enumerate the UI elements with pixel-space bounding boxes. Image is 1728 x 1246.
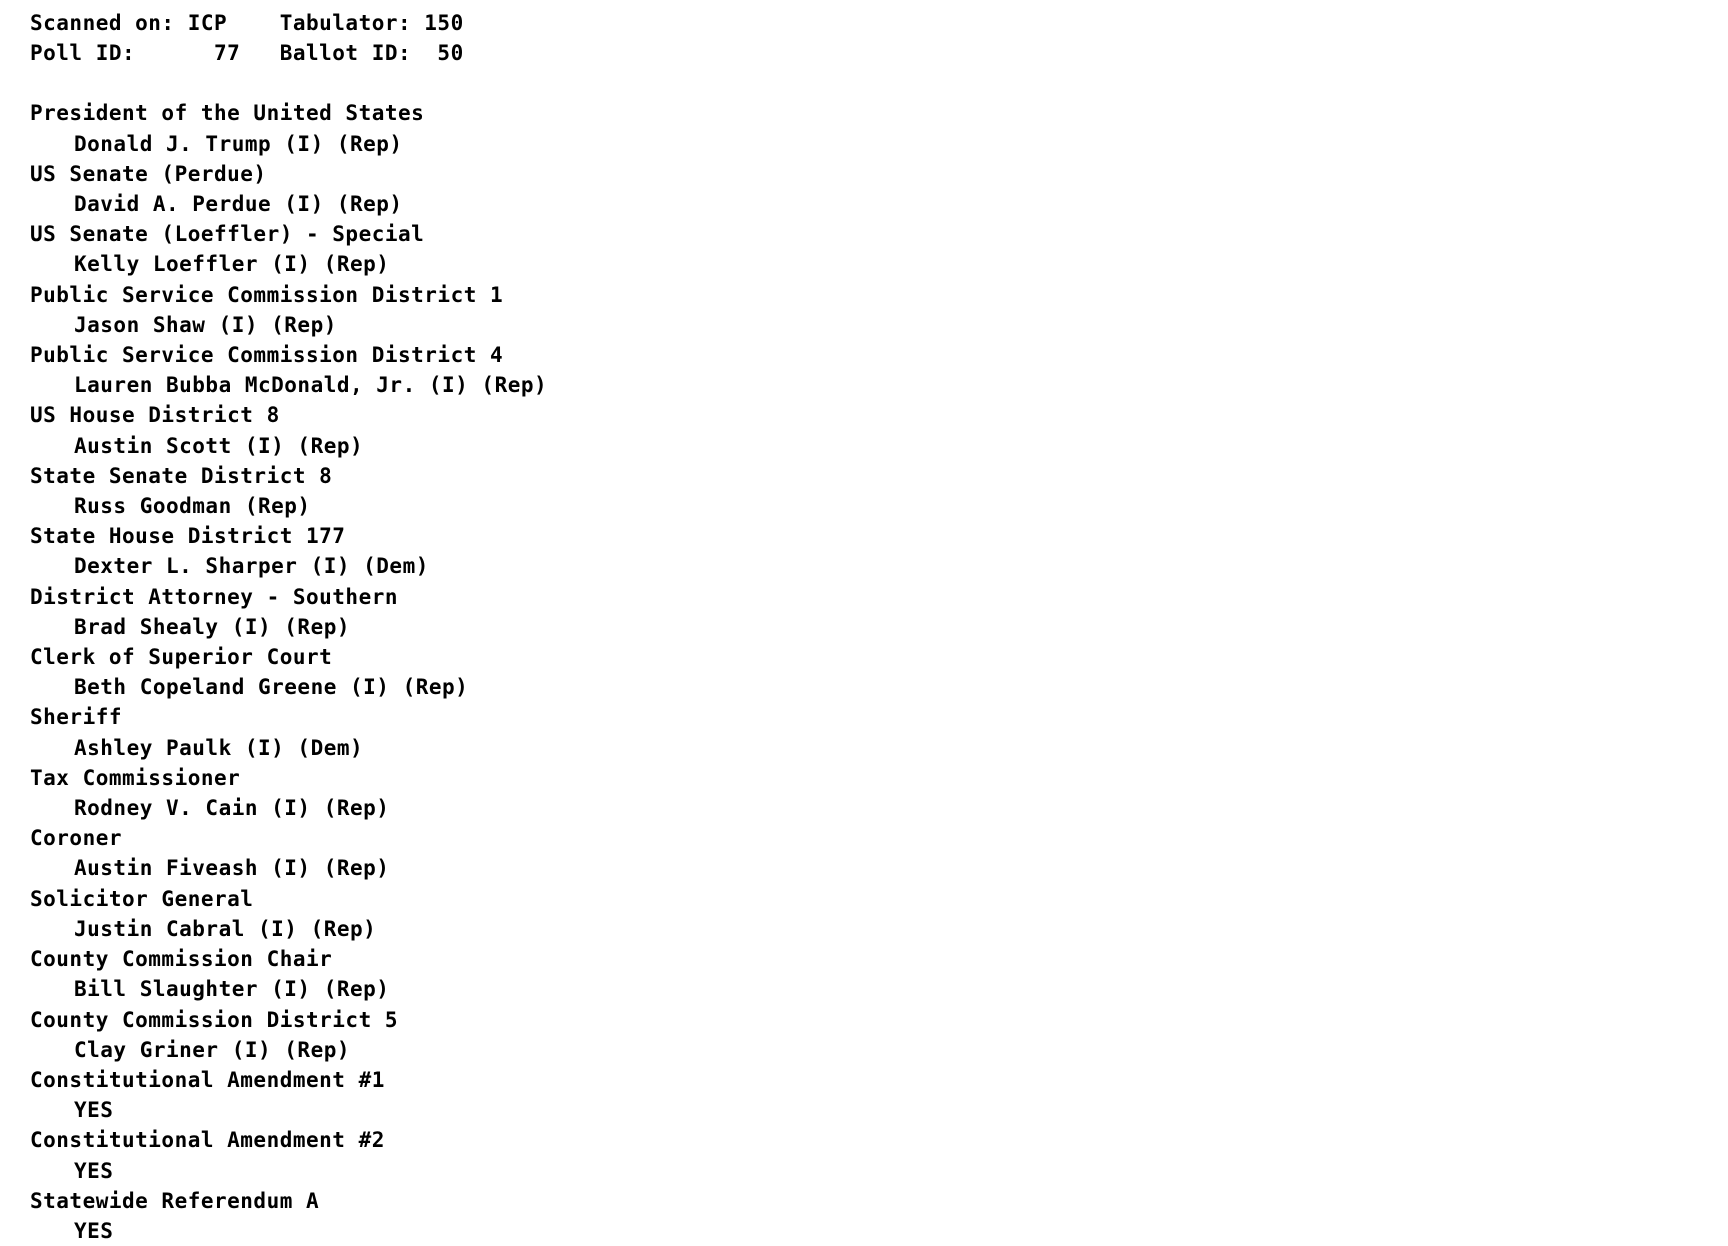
- contest-title: Sheriff: [30, 705, 123, 730]
- contest-entry: [30, 823, 1728, 883]
- header-separator: [30, 68, 1728, 98]
- contest-entry: [30, 98, 1728, 158]
- contest-selection: Austin Scott (I) (Rep): [74, 433, 364, 458]
- contest-title: President of the United States: [30, 101, 425, 126]
- contest-selection: Clay Griner (I) (Rep): [74, 1037, 351, 1062]
- contest-list: [30, 98, 1728, 1246]
- poll-ballot-id-line: Poll ID: 77 Ballot ID: 50: [30, 41, 464, 66]
- contest-selection: Justin Cabral (I) (Rep): [74, 916, 377, 941]
- contest-entry: [30, 400, 1728, 460]
- contest-title: Constitutional Amendment #2: [30, 1128, 385, 1153]
- contest-title: State Senate District 8: [30, 463, 333, 488]
- contest-entry: [30, 763, 1728, 823]
- contest-entry: [30, 1186, 1728, 1246]
- contest-selection: Beth Copeland Greene (I) (Rep): [74, 675, 469, 700]
- contest-title: US Senate (Loeffler) - Special: [30, 222, 425, 247]
- contest-entry: [30, 280, 1728, 340]
- contest-entry: [30, 461, 1728, 521]
- contest-title: US Senate (Perdue): [30, 161, 267, 186]
- contest-selection: Brad Shealy (I) (Rep): [74, 614, 351, 639]
- contest-entry: [30, 340, 1728, 400]
- contest-title: Coroner: [30, 826, 123, 851]
- contest-title: Clerk of Superior Court: [30, 645, 333, 670]
- contest-selection: Rodney V. Cain (I) (Rep): [74, 796, 390, 821]
- contest-entry: [30, 1005, 1728, 1065]
- contest-selection: Donald J. Trump (I) (Rep): [74, 131, 403, 156]
- contest-selection: Austin Fiveash (I) (Rep): [74, 856, 390, 881]
- contest-title: Public Service Commission District 1: [30, 282, 504, 307]
- contest-selection: YES: [74, 1098, 114, 1123]
- contest-selection: Kelly Loeffler (I) (Rep): [74, 252, 390, 277]
- contest-selection: Bill Slaughter (I) (Rep): [74, 977, 390, 1002]
- contest-title: Constitutional Amendment #1: [30, 1067, 385, 1092]
- contest-title: Public Service Commission District 4: [30, 343, 504, 368]
- contest-selection: Dexter L. Sharper (I) (Dem): [74, 554, 429, 579]
- contest-selection: Ashley Paulk (I) (Dem): [74, 735, 364, 760]
- contest-title: Solicitor General: [30, 886, 254, 911]
- contest-entry: [30, 159, 1728, 219]
- contest-selection: YES: [74, 1218, 114, 1243]
- contest-selection: Russ Goodman (Rep): [74, 494, 311, 519]
- contest-entry: [30, 702, 1728, 762]
- contest-selection: YES: [74, 1158, 114, 1183]
- contest-entry: [30, 582, 1728, 642]
- contest-entry: [30, 884, 1728, 944]
- contest-title: County Commission Chair: [30, 947, 333, 972]
- contest-entry: [30, 521, 1728, 581]
- contest-selection: Lauren Bubba McDonald, Jr. (I) (Rep): [74, 373, 548, 398]
- contest-title: Tax Commissioner: [30, 765, 241, 790]
- contest-selection: David A. Perdue (I) (Rep): [74, 192, 403, 217]
- scan-info-line: Scanned on: ICP Tabulator: 150: [30, 11, 464, 35]
- contest-selection: Jason Shaw (I) (Rep): [74, 312, 337, 337]
- contest-entry: [30, 1065, 1728, 1125]
- contest-entry: [30, 219, 1728, 279]
- contest-entry: [30, 1125, 1728, 1185]
- contest-title: County Commission District 5: [30, 1007, 399, 1032]
- contest-title: District Attorney - Southern: [30, 584, 399, 609]
- contest-title: US House District 8: [30, 403, 280, 428]
- contest-title: Statewide Referendum A: [30, 1188, 320, 1213]
- contest-title: State House District 177: [30, 524, 346, 549]
- contest-entry: [30, 944, 1728, 1004]
- contest-entry: [30, 642, 1728, 702]
